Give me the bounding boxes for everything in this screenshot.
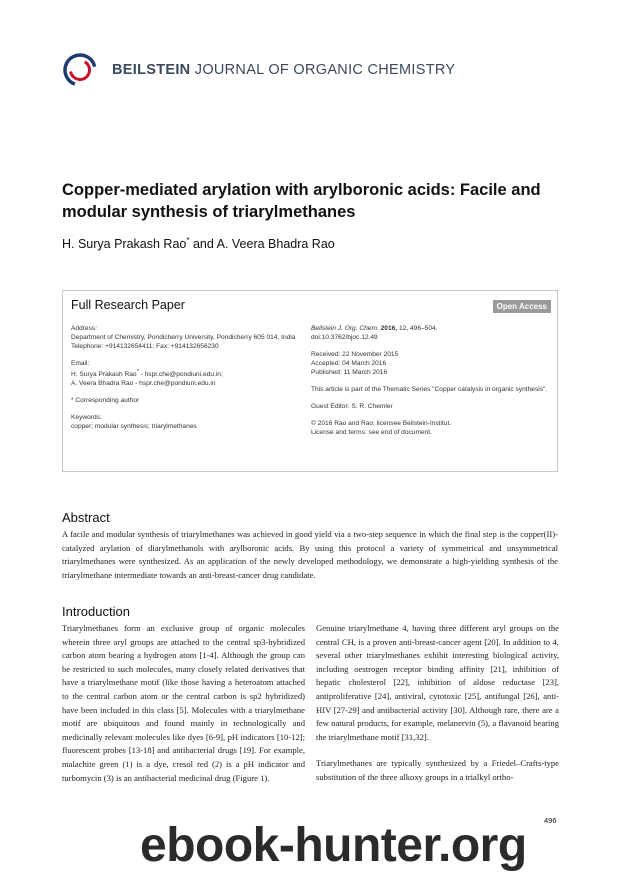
author-list: H. Surya Prakash Rao* and A. Veera Bhadra Rao bbox=[62, 236, 335, 252]
article-title: Copper-mediated arylation with arylboronic acids: Facile and modular synthesis of triarylmethanes bbox=[62, 181, 541, 221]
intro-paragraph: Genuine triarylmethane 4, having three different aryl groups on the central CH, is a proven anti-breast-cancer agent [20]. In addition to 4, several other triarylmethanes exhibit interesting biological activity, including oestrogen receptor binding affinity [21], inhibition of hepatic cholesterol [22], inhibition of aldose reductase [23], antiproliferative [24], antiviral, cytotoxic [25], antifungal [26], anti-HIV [27-29] and antibacterial activity [30]. Although rare, there are a few natural products, for example, melanervin (5), a flavanoid bearing the triarylmethane motif [31,32]. bbox=[316, 623, 559, 742]
thematic-series: This article is part of the Thematic Series "Copper catalysis in organic synthesis". bbox=[311, 386, 548, 393]
beilstein-logo-icon bbox=[62, 52, 98, 88]
dates-block: Received: 22 November 2015 Accepted: 04 March 2016 Published: 11 March 2016 bbox=[311, 351, 399, 376]
author-name[interactable]: A. Veera Bhadra Rao bbox=[216, 237, 335, 252]
abstract-text: A facile and modular synthesis of triarylmethanes was achieved in good yield via a two-step sequence in which the final step is the copper(II)-catalyzed arylation of diarylmethanols with arylboronic acids. By using this protocol a variety of symmetrical and unsymmetrical triarylmethanes were synthesized. As an application of the newly developed methodology, we demonstrate a high-yielding synthesis of the triarylmethane intermediate towards an anti-breast-cancer drug candidate. bbox=[62, 529, 558, 580]
introduction-heading: Introduction bbox=[62, 604, 130, 619]
body-column-right bbox=[316, 622, 559, 798]
copyright-block: © 2016 Rao and Rao; licensee Beilstein-Institut. License and terms: see end of document. bbox=[311, 420, 452, 436]
article-info-box bbox=[62, 290, 558, 472]
keywords-block: Keywords: copper; modular synthesis; triarylmethanes bbox=[71, 414, 197, 431]
intro-paragraph: Triarylmethanes are typically synthesized by a Friedel–Crafts-type substitution of the three alkoxy groups in a trialkyl ortho- bbox=[316, 758, 559, 782]
email-link[interactable]: H. Surya Prakash Rao* - hspr.che@pondiuni.edu.in; bbox=[71, 369, 223, 379]
abstract-heading: Abstract bbox=[62, 510, 110, 525]
page-number: 496 bbox=[544, 816, 557, 825]
corresponding-mark: * bbox=[186, 236, 190, 245]
corresponding-note: * Corresponding author bbox=[71, 397, 140, 405]
info-left-column bbox=[71, 324, 303, 439]
email-block: Email: H. Surya Prakash Rao* - hspr.che@pondiuni.edu.in; A. Veera Bhadra Rao - hspr.che@pondiuni.edu.in bbox=[71, 360, 223, 388]
author-name[interactable]: H. Surya Prakash Rao bbox=[62, 237, 187, 252]
watermark: ebook-hunter.org bbox=[140, 819, 527, 872]
doi-link[interactable]: doi:10.3762/bjoc.12.49 bbox=[311, 334, 378, 341]
open-access-badge[interactable]: Open Access bbox=[493, 300, 551, 313]
email-link[interactable]: A. Veera Bhadra Rao - hspr.che@pondiuni.edu.in bbox=[71, 380, 216, 388]
address-block: Address: Department of Chemistry, Pondicherry University, Pondicherry 605 014, India Telephone: +914132654411; Fax: +914132656230 bbox=[71, 325, 296, 350]
article-type: Full Research Paper bbox=[71, 298, 185, 312]
info-right-column bbox=[311, 324, 551, 445]
body-column-left bbox=[62, 622, 305, 798]
citation-block: Beilstein J. Org. Chem. 2016, 12, 496–504. doi:10.3762/bjoc.12.49 bbox=[311, 325, 438, 341]
journal-name: BEILSTEIN JOURNAL OF ORGANIC CHEMISTRY bbox=[112, 62, 456, 78]
guest-editor: Guest Editor: S. R. Chemler bbox=[311, 403, 393, 410]
intro-paragraph: Triarylmethanes form an exclusive group of organic molecules wherein three aryl groups are attached to the central sp3-hybridized carbon atom bearing a hydrogen atom [1-4]. Although the group can be restricted to such molecules, many closely related derivatives that have a triarylmethane motif (like those having a heteroatom attached to the central carbon atom or the central carbon is sp2 hybridized) have been included in this class [5]. Molecules with a triarylmethane motif are ubiquitous and found mainly in technologically and medicinally relevant molecules like dyes [6-9], pH indicators [10-12]; fluorescent probes [13-18] and antibacterial drugs [19]. For example, malachite green (1) is a dye, cresol red (2) is a pH indicator and turbomycin (3) is an antibacterial medicinal drug (Figure 1). bbox=[62, 623, 305, 783]
